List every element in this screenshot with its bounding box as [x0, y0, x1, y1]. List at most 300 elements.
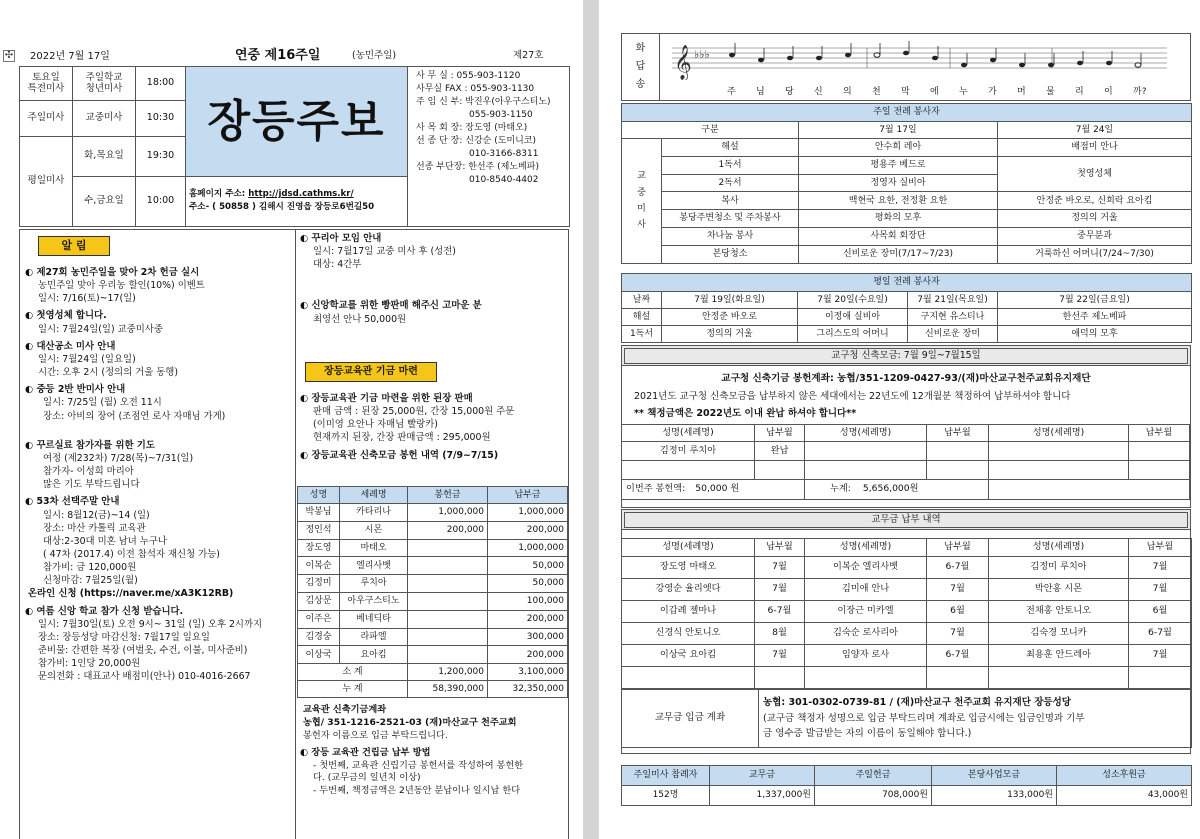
notice-line: 일시: 7월30일(토) 오전 9시~ 31일 (일) 오후 2시까지: [38, 618, 263, 630]
sunday-role: 해설: [662, 139, 799, 157]
church-address: 주소- ( 50858 ) 김해시 진영읍 장등로6번길50: [189, 202, 375, 212]
sunday-cell: 사목회 회장단: [799, 227, 998, 245]
dues-header: 성명(세례명): [622, 539, 755, 557]
donation-header: 세례명: [340, 487, 408, 504]
donation-cell: 시몬: [340, 521, 408, 539]
dues-cell: 전채홍 안토니오: [989, 601, 1129, 623]
notice-line: 일시: 7월24일(일) 교중미사중: [38, 323, 163, 335]
dues-cell: 7월: [755, 579, 805, 601]
homepage-label: 홈페이지 주소:: [189, 189, 246, 200]
music-note: [990, 58, 996, 63]
contact-line: 사 목 회 장: 장도영 (마태오): [416, 123, 528, 134]
bulletin-header: [30, 44, 570, 62]
diocese-account: 교구청 신축기금 봉헌계좌: 농협/351-1209-0427-93/(재)마산교구천주교회유지재단: [721, 373, 1091, 384]
diocese-header: 성명(세례명): [622, 425, 755, 442]
donation-cell: 50,000: [488, 557, 568, 575]
weekday-cell: 1독서: [622, 326, 662, 343]
sunday-cell: 평용주 베드로: [799, 156, 998, 174]
notice-line: 최영선 안나 50,000원: [313, 313, 407, 325]
notice-line: 온라인 신청 (https://naver.me/xA3K12RB): [28, 588, 234, 600]
dues-cell: 7월: [1129, 645, 1192, 667]
diocese-empty-cell: [989, 480, 1190, 500]
notice-line: 대상: 4간부: [313, 259, 362, 271]
address-cell: [186, 177, 408, 227]
diocese-cell: [805, 442, 927, 461]
sunday-cell: 배점미 안나: [998, 139, 1192, 157]
diocese-cell: [989, 461, 1129, 480]
donation-header: 납부금: [488, 487, 568, 504]
table-row: [622, 227, 1192, 245]
diocese-header: 성명(세례명): [805, 425, 927, 442]
donation-subtotal-value: 1,200,000: [408, 664, 488, 681]
donation-header: 봉헌금: [408, 487, 488, 504]
donation-cell: 엘리사벳: [340, 557, 408, 575]
mass-cell: 주일미사: [20, 101, 73, 137]
notice-line: ◐ 대산공소 미사 안내: [25, 340, 116, 352]
notice-line: 교육관 신축기금계좌: [303, 704, 387, 715]
diocese-cell: [927, 461, 989, 480]
weekday-cell: 신비로운 장미: [908, 326, 998, 343]
summary-header: 교무금: [710, 766, 815, 786]
notice-line: ◐ 신앙학교를 위한 빵판매 해주신 고마운 분: [300, 300, 482, 312]
dues-cell: 임양자 로사: [805, 645, 927, 667]
music-note: [961, 63, 967, 68]
diocese-cell: 김정미 루치아: [622, 442, 755, 461]
notice-column-2c: [300, 704, 568, 798]
table-row: [622, 442, 1190, 461]
dues-title: 교무금 납부 내역: [622, 510, 1190, 530]
notice-line: 봉헌자 이름으로 입금 부탁드립니다.: [303, 729, 448, 741]
mass-cell: 화,목요일: [73, 137, 136, 177]
notice-line: 참가자- 이성희 마리아: [43, 466, 134, 478]
dues-cell: 7월: [1129, 579, 1192, 601]
donation-cell: 김경숭: [298, 628, 340, 646]
table-row: [622, 210, 1192, 228]
dues-cell: 신경식 안토니오: [622, 623, 755, 645]
weekday-col-header: 7월 21일(목요일): [908, 292, 998, 309]
donation-cell: [408, 610, 488, 628]
mass-cell: 18:00: [136, 67, 186, 101]
treble-clef-icon: 𝄞: [674, 45, 692, 80]
summary-value: 1,337,000원: [710, 786, 815, 806]
sunday-cell: 평화의 모후: [799, 210, 998, 228]
table-row: [622, 461, 1190, 480]
notice-line: 문의전화 : 대표교사 배점미(안나) 010-4016-2667: [38, 671, 251, 683]
hymn-box: [621, 33, 1191, 101]
table-row: [622, 579, 1192, 601]
table-row: [622, 786, 1192, 806]
homepage-link[interactable]: http://jdsd.cathms.kr/: [248, 189, 354, 200]
diocese-header: 납부월: [927, 425, 989, 442]
table-row: [622, 326, 1192, 343]
weekday-col-header: 날짜: [622, 292, 662, 309]
svg-text:♭♭♭: ♭♭♭: [694, 48, 710, 61]
dues-cell: 김숙경 모니카: [989, 623, 1129, 645]
dues-cell: 김정미 루치아: [989, 557, 1129, 579]
dues-cell: 김숙순 로사리아: [805, 623, 927, 645]
dues-cell: 박안홍 시몬: [989, 579, 1129, 601]
weekday-cell: 애덕의 모후: [998, 326, 1192, 343]
donation-cell: 박봉님: [298, 504, 340, 522]
music-note: [903, 51, 909, 56]
dues-cell: 장도영 마태오: [622, 557, 755, 579]
diocese-cum-label: 누계:: [830, 483, 851, 495]
dues-table: [621, 538, 1192, 689]
donation-cell: [408, 575, 488, 593]
notice-line: ◐ 53차 선택주말 안내: [25, 496, 120, 508]
table-row: [622, 645, 1192, 667]
donation-cell: 1,000,000: [488, 504, 568, 522]
sunday-cell: 안수희 레아: [799, 139, 998, 157]
hymn-label-char: 송: [635, 79, 646, 90]
music-note: [874, 53, 880, 58]
sunday-merged-cell: 첫영성체: [998, 156, 1192, 192]
sunday-role: 1독서: [662, 156, 799, 174]
bulletin-issue: 제27호: [513, 50, 544, 61]
notice-line: ◐ 중등 2반 반미사 안내: [25, 384, 126, 396]
weekday-cell: 정의의 거울: [662, 326, 798, 343]
diocese-note: ** 책정금액은 2022년도 이내 완납 하셔야 합니다**: [634, 408, 857, 419]
diocese-title: 교구청 신축모금: 7월 9일~7월15일: [622, 346, 1190, 366]
dues-cell: 6월: [1129, 601, 1192, 623]
sunday-cell: 안정준 바오로, 신희락 요아킴: [998, 192, 1192, 210]
notice-line: 장소: 장등성당 마감신청: 7월17일 일요일: [38, 631, 210, 643]
donation-cell: 베네딕타: [340, 610, 408, 628]
summary-table: [621, 765, 1192, 806]
diocese-cell: [989, 442, 1129, 461]
summary-header: 본당사업모금: [932, 766, 1057, 786]
dues-header: 납부월: [927, 539, 989, 557]
dues-cell: 7월: [755, 557, 805, 579]
donation-cell: 아우구스티노: [340, 592, 408, 610]
donation-cell: [408, 557, 488, 575]
dues-section: [621, 509, 1191, 754]
table-row: [622, 309, 1192, 326]
table-row: [298, 539, 568, 557]
notice-line: (이미영 요안나 자매님 빨랑카): [313, 419, 438, 431]
contact-line: 사 무 실 : 055-903-1120: [416, 71, 521, 81]
diocese-cumulative: [805, 480, 989, 500]
donation-cell: 김정미: [298, 575, 340, 593]
donation-cell: 루치아: [340, 575, 408, 593]
hymn-lyric-syllable: 에: [930, 87, 939, 97]
notice-line: 장소: 아비의 장어 (조점연 로사 자매님 가게): [43, 410, 226, 422]
table-row: [298, 557, 568, 575]
sunday-col-header: 구분: [622, 122, 799, 139]
donation-cell: 이복순: [298, 557, 340, 575]
dues-cell: 7월: [927, 623, 989, 645]
weekday-cell: 이정애 실비아: [798, 309, 908, 326]
table-row: [622, 557, 1192, 579]
notice-line: 농협/ 351-1216-2521-03 (재)마산교구 천주교회: [303, 716, 517, 728]
weekday-cell: 한선주 제노베파: [998, 309, 1192, 326]
sunday-role: 복사: [662, 192, 799, 210]
notice-column-2b: [300, 388, 568, 462]
donation-cell: 마태오: [340, 539, 408, 557]
music-note: [1019, 63, 1025, 68]
mass-cell: 수,금요일: [73, 177, 136, 227]
music-note: [1077, 61, 1083, 66]
sunday-role: 차나눔 봉사: [662, 227, 799, 245]
dues-cell: 7월: [755, 645, 805, 667]
dues-account-table: [621, 689, 1192, 748]
dues-account-cell: [759, 690, 1192, 748]
summary-header: 성소후원금: [1057, 766, 1192, 786]
dues-cell: 김미애 안나: [805, 579, 927, 601]
notice-line: 일시: 7월17일 교중 미사 후 (성전): [313, 246, 456, 258]
diocese-week-label: 이번주 봉헌액:: [626, 483, 686, 495]
hymn-lyrics: [662, 82, 1182, 98]
bulletin-logo: 장등주보: [207, 95, 386, 147]
contact-cell: [408, 67, 570, 227]
contact-line: 주 임 신 부: 박진우(아우구스티노): [416, 97, 551, 108]
dues-cell: 이상국 요아킴: [622, 645, 755, 667]
bulletin-date: 2022년 7월 17일: [30, 51, 110, 62]
hymn-label: [622, 34, 660, 100]
donation-cell: 50,000: [488, 575, 568, 593]
notice-line: ◐ 꾸리아 모임 안내: [300, 233, 382, 244]
contact-line: 010-3166-8311: [469, 149, 539, 160]
mass-schedule-table: [19, 66, 570, 227]
music-note: [758, 58, 764, 63]
notice-line: 다. (교무금의 일년치 이상): [313, 772, 421, 784]
donation-cell: 100,000: [488, 592, 568, 610]
donation-cell: [408, 539, 488, 557]
dues-cell: 이장근 미카엘: [805, 601, 927, 623]
notice-column-2a: [300, 228, 568, 326]
donation-cell: 300,000: [488, 628, 568, 646]
contact-line: 선 종 단 장: 신강순 (도미니코): [416, 136, 536, 147]
left-page: [0, 0, 583, 839]
bulletin-title-sub: (농민주일): [352, 50, 397, 61]
donation-cell: 라파엘: [340, 628, 408, 646]
column-divider: [295, 229, 296, 839]
notice-column-1: [25, 262, 293, 684]
sunday-cell: 중무분과: [998, 227, 1192, 245]
dues-cell: [927, 667, 989, 689]
dues-header: 성명(세례명): [989, 539, 1129, 557]
sunday-role: 2독서: [662, 174, 799, 192]
mass-cell: 주일학교 청년미사: [73, 67, 136, 101]
donation-cell: 이상국: [298, 646, 340, 664]
music-note: [729, 53, 735, 58]
sunday-cell: 정영자 실비아: [799, 174, 998, 192]
mass-cell: 10:00: [136, 177, 186, 227]
mass-cell: 평일미사: [20, 137, 73, 227]
dues-account-note: (교구금 책정자 성명으로 입금 부탁드리며 계좌로 입금시에는 입금인명과 기부: [763, 712, 1085, 724]
table-row: [622, 667, 1192, 689]
donation-cell: 카타리나: [340, 504, 408, 522]
donation-cell: 200,000: [488, 521, 568, 539]
table-row: [298, 610, 568, 628]
hymn-lyric-syllable: 주: [727, 87, 736, 97]
dues-account-label: 교무금 입금 계좌: [622, 690, 759, 748]
music-note: [845, 53, 851, 58]
donation-cell: 200,000: [488, 610, 568, 628]
hymn-lyric-syllable: 리: [1075, 87, 1084, 97]
hymn-lyric-syllable: 천: [872, 87, 881, 97]
dues-cell: 6-7월: [755, 601, 805, 623]
weekday-col-header: 7월 22일(금요일): [998, 292, 1192, 309]
weekday-cell: 해설: [622, 309, 662, 326]
donation-total-label: 누 계: [298, 681, 408, 698]
diocese-header: 납부월: [1129, 425, 1190, 442]
sunday-role: 봉당주변청소 및 주차봉사: [662, 210, 799, 228]
hymn-lyric-syllable: 의: [843, 87, 852, 97]
notice-line: 준비물: 간편한 복장 (여벌옷, 수건, 이불, 미사준비): [38, 645, 248, 657]
logo-cell: [186, 67, 408, 177]
notice-title: 알 림: [38, 236, 110, 256]
table-row: [622, 245, 1192, 263]
table-row: [622, 139, 1192, 157]
summary-header: 주일헌금: [815, 766, 932, 786]
donation-cell: 200,000: [408, 521, 488, 539]
music-note: [1135, 63, 1141, 68]
table-row: [298, 592, 568, 610]
weekday-col-header: 7월 20일(수요일): [798, 292, 908, 309]
mass-cell: 10:30: [136, 101, 186, 137]
notice-line: 많은 기도 부탁드립니다: [43, 479, 140, 491]
music-note: [932, 56, 938, 61]
dues-cell: 6-7월: [1129, 623, 1192, 645]
donation-subtotal-value: 3,100,000: [488, 664, 568, 681]
dues-cell: 7월: [927, 579, 989, 601]
notice-line: - 두번째, 책정금액은 2년동안 분납이나 일시납 한다: [313, 785, 521, 797]
notice-line: [300, 271, 568, 283]
sunday-cell: 신비로운 장미(7/17~7/23): [799, 245, 998, 263]
fund-title: 장등교육관 기금 마련: [305, 362, 437, 382]
hymn-label-char: 답: [635, 61, 646, 72]
donation-cell: 이주은: [298, 610, 340, 628]
sunday-servers-table: [621, 103, 1192, 264]
donation-cell: 1,000,000: [488, 539, 568, 557]
diocese-cell: [1129, 442, 1190, 461]
table-row: [298, 628, 568, 646]
weekday-cell: 구지현 유스티나: [908, 309, 998, 326]
table-row: [298, 681, 568, 698]
weekday-cell: 그리스도의 어머니: [798, 326, 908, 343]
table-move-handle-icon[interactable]: ✣: [4, 50, 14, 61]
weekday-servers-table: [621, 273, 1192, 343]
diocese-cell: 완납: [755, 442, 805, 461]
dues-header: 납부월: [1129, 539, 1192, 557]
notice-line: ◐ 장등교육관 신축모금 봉헌 내역 (7/9~7/15): [300, 449, 499, 461]
table-row: [622, 156, 1192, 174]
table-row: [298, 504, 568, 522]
sunday-col-header: 7월 24일: [998, 122, 1192, 139]
hymn-lyric-syllable: 가: [988, 87, 997, 97]
hymn-lyric-syllable: 머: [1017, 87, 1026, 97]
hymn-lyric-syllable: 님: [756, 87, 765, 97]
table-row: [622, 192, 1192, 210]
music-note: [1106, 61, 1112, 66]
contact-line: 010-8540-4402: [469, 175, 539, 186]
table-row: [298, 575, 568, 593]
dues-cell: [1129, 667, 1192, 689]
music-note: [816, 56, 822, 61]
dues-cell: 6-7월: [927, 557, 989, 579]
notice-line: - 첫번째, 교육관 신립기금 봉헌서를 작성하여 봉헌한: [313, 759, 524, 771]
notice-line: 일시: 8월12(금)~14 (일): [43, 509, 150, 521]
hymn-lyric-syllable: 누: [959, 87, 968, 97]
dues-cell: 강영순 율리엣다: [622, 579, 755, 601]
table-row: [298, 646, 568, 664]
dues-cell: 이갑례 젤마나: [622, 601, 755, 623]
hymn-lyric-syllable: 당: [785, 87, 794, 97]
music-staff: [662, 38, 1182, 80]
notice-line: 참가비: 금 120,000원: [43, 562, 137, 574]
diocese-cell: [927, 442, 989, 461]
hymn-lyric-syllable: 까?: [1133, 87, 1147, 97]
dues-cell: 6월: [927, 601, 989, 623]
dues-account: 농협: 301-0302-0739-81 / (재)마산교구 천주교회 유지재단 장등성당: [763, 696, 1071, 708]
summary-header: 주일미사 참례자: [622, 766, 710, 786]
sunday-cell: 정의의 거울: [998, 210, 1192, 228]
dues-cell: [755, 667, 805, 689]
dues-cell: [805, 667, 927, 689]
diocese-week-total: [622, 480, 805, 500]
diocese-table: [621, 424, 1190, 500]
dues-cell: 최용훈 안드레아: [989, 645, 1129, 667]
music-note: [1048, 63, 1054, 68]
notice-line: ◐ 제27회 농민주일을 맞아 2차 헌금 실시: [25, 267, 200, 278]
notice-line: ◐ 장등교육관 기금 마련을 위한 된장 판매: [300, 393, 473, 404]
donation-cell: 정인석: [298, 521, 340, 539]
donation-cell: [408, 646, 488, 664]
mass-cell: 19:30: [136, 137, 186, 177]
diocese-note: 2021년도 교구청 신축모금을 납부하지 않은 세대에서는 22년도에 12개월분 책정하여 납부하셔야 합니다: [634, 391, 1071, 402]
notice-line: [300, 283, 568, 295]
sunday-col-header: 7월 17일: [799, 122, 998, 139]
notice-line: 농민주일 맞아 우리농 할인(10%) 이벤트: [38, 280, 205, 292]
sunday-cell: 거룩하신 어머니(7/24~7/30): [998, 245, 1192, 263]
bulletin-title: 연중 제16주일: [235, 48, 321, 63]
hymn-lyric-syllable: 신: [814, 87, 823, 97]
dues-cell: [622, 667, 755, 689]
donation-cell: [408, 592, 488, 610]
donation-header: 성명: [298, 487, 340, 504]
diocese-cum-value: 5,656,000원: [862, 483, 919, 495]
notice-line: 현재까지 된장, 간장 판매금액 : 295,000원: [313, 432, 491, 444]
notice-line: ◐ 장등 교육관 건립금 납부 방법: [300, 746, 431, 758]
sunday-side-label: 교 중 미 사: [622, 139, 662, 264]
sunday-title: 주일 전례 봉사자: [622, 104, 1192, 122]
diocese-cell: [1129, 461, 1190, 480]
dues-cell: 6-7월: [927, 645, 989, 667]
dues-header: 납부월: [755, 539, 805, 557]
summary-value: 133,000원: [932, 786, 1057, 806]
donation-cell: [408, 628, 488, 646]
diocese-header: 성명(세례명): [989, 425, 1129, 442]
donation-cell: 요아킴: [340, 646, 408, 664]
summary-value: 708,000원: [815, 786, 932, 806]
donation-cell: 김상문: [298, 592, 340, 610]
hymn-lyric-syllable: 막: [901, 87, 910, 97]
dues-cell: 7월: [1129, 557, 1192, 579]
dues-header: 성명(세례명): [805, 539, 927, 557]
table-row: [298, 664, 568, 681]
notice-line: ◐ 첫영성체 합니다.: [25, 310, 107, 322]
mass-cell: 토요일 특전미사: [20, 67, 73, 101]
music-note: [787, 56, 793, 61]
contact-line: 선종 부단장: 한선주 (제노베파): [416, 162, 539, 173]
notice-line: 일시: 7/16(토)~17(일): [38, 293, 136, 305]
notice-line: ◐ 꾸르실료 참가자를 위한 기도: [25, 439, 155, 451]
right-page: [599, 0, 1200, 839]
notice-line: 대상:2-30대 미혼 남녀 누구나: [43, 535, 167, 547]
donation-cell: 장도영: [298, 539, 340, 557]
notice-line: 신청마감: 7월25일(월): [43, 575, 138, 587]
